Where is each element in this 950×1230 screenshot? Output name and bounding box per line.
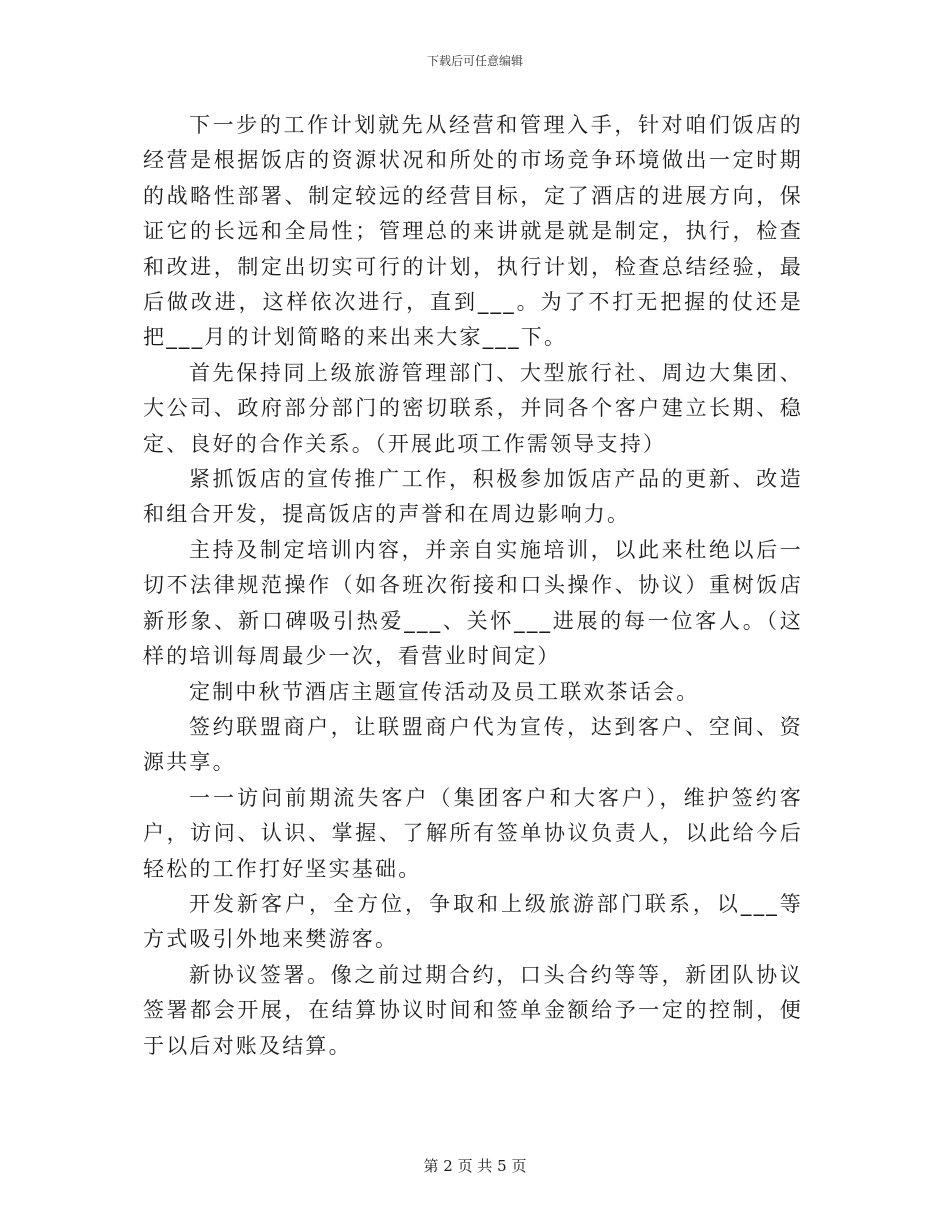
paragraph-new-clients: 开发新客户，全方位，争取和上级旅游部门联系，以___等方式吸引外地来樊游客。 <box>143 891 803 952</box>
paragraph-relations: 首先保持同上级旅游管理部门、大型旅行社、周边大集团、大公司、政府部分部门的密切联系，并同各个客户建立长期、稳定、良好的合作关系。（开展此项工作需领导支持） <box>143 360 803 456</box>
paragraph-work-plan: 下一步的工作计划就先从经营和管理入手，针对咱们饭店的经营是根据饭店的资源状况和所处的市场竞争环境做出一定时期的战略性部署、制定较远的经营目标，定了酒店的进展方向，保证它的长远和全局性；管理总的来讲就是就是制定，执行，检查和改进，制定出切实可行的计划，执行计划，检查总结经验，最后做改进，这样依次进行，直到___。为了不打无把握的仗还是把___月的计划简略的来出来大家___下。 <box>143 113 803 350</box>
document-body <box>143 108 803 1064</box>
paragraph-alliance: 签约联盟商户，让联盟商户代为宣传，达到客户、空间、资源共享。 <box>143 714 803 775</box>
paragraph-mid-autumn: 定制中秋节酒店主题宣传活动及员工联欢茶话会。 <box>189 679 700 704</box>
paragraph-new-agreements: 新协议签署。像之前过期合约，口头合约等等，新团队协议签署都会开展，在结算协议时间和签单金额给予一定的控制，便于以后对账及结算。 <box>143 962 803 1058</box>
paragraph-training: 主持及制定培训内容，并亲自实施培训，以此来杜绝以后一切不法律规范操作（如各班次衔接和口头操作、协议）重树饭店新形象、新口碑吸引热爱___、关怀___进展的每一位客人。（这样的培训每周最少一次，看营业时间定） <box>143 537 803 669</box>
page-footer: 第 2 页 共 5 页 <box>423 1157 527 1175</box>
paragraph-lost-clients: 一一访问前期流失客户（集团客户和大客户），维护签约客户，访问、认识、掌握、了解所有签单协议负责人，以此给今后轻松的工作打好坚实基础。 <box>143 785 803 881</box>
paragraph-promotion: 紧抓饭店的宣传推广工作，积极参加饭店产品的更新、改造和组合开发，提高饭店的声誉和在周边影响力。 <box>143 467 803 527</box>
page-header: 下载后可任意编辑 <box>426 54 523 68</box>
